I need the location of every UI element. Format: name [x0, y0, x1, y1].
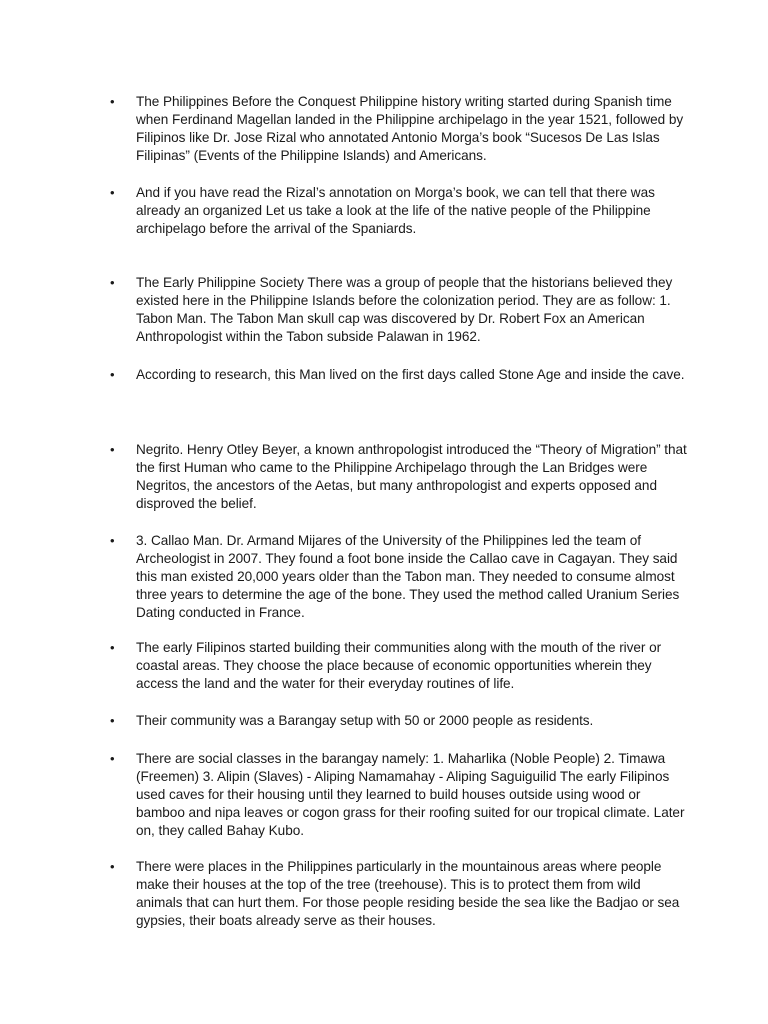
- bullet-item: [110, 532, 690, 622]
- bullet-item: [110, 441, 690, 513]
- bullet-item: [110, 184, 690, 238]
- bullet-item: [110, 639, 690, 693]
- bullet-item: [110, 858, 690, 930]
- bullet-text: Negrito. Henry Otley Beyer, a known anthropologist introduced the “Theory of Migration” that the first Human who came to the Philippine Archipelago through the Lan Bridges were Negritos, the ancestors of the Aetas, but many anthropologist and experts opposed and disproved the belief.: [136, 442, 687, 511]
- bullet-icon: •: [110, 275, 115, 290]
- bullet-item: [110, 750, 690, 840]
- bullet-text: Their community was a Barangay setup with 50 or 2000 people as residents.: [136, 713, 594, 728]
- bullet-text: There were places in the Philippines particularly in the mountainous areas where people make their houses at the top of the tree (treehouse). This is to protect them from wild animals that can hurt them. For those people residing beside the sea like the Badjao or sea gypsies, their boats already serve as their houses.: [136, 859, 680, 928]
- bullet-icon: •: [110, 713, 115, 728]
- bullet-icon: •: [110, 442, 115, 457]
- bullet-text: The Early Philippine Society There was a group of people that the historians believed they existed here in the Philippine Islands before the colonization period. They are as follow: 1. Tabon Man. The Tabon Man skull cap was discovered by Dr. Robert Fox an American Anthropologist within the Tabon subside Palawan in 1962.: [136, 275, 673, 344]
- bullet-icon: •: [110, 94, 115, 109]
- bullet-icon: •: [110, 533, 115, 548]
- bullet-text: And if you have read the Rizal’s annotation on Morga’s book, we can tell that there was already an organized Let us take a look at the life of the native people of the Philippine archipelago before the arrival of the Spaniards.: [136, 185, 655, 236]
- bullet-icon: •: [110, 859, 115, 874]
- bullet-text: The Philippines Before the Conquest Philippine history writing started during Spanish time when Ferdinand Magellan landed in the Philippine archipelago in the year 1521, followed by Filipinos like Dr. Jose Rizal who annotated Antonio Morga’s book “Sucesos De Las Islas Filipinas” (Events of the Philippine Islands) and Americans.: [136, 94, 684, 163]
- bullet-text: According to research, this Man lived on the first days called Stone Age and inside the cave.: [136, 367, 685, 382]
- bullet-text: There are social classes in the barangay namely: 1. Maharlika (Noble People) 2. Timawa (Freemen) 3. Alipin (Slaves) - Aliping Namamahay - Aliping Saguiguilid The early Filipinos used caves for their housing until they learned to build houses outside using wood or bamboo and nipa leaves or cogon grass for their roofing suited for our tropical climate. Later on, they called Bahay Kubo.: [136, 751, 685, 838]
- bullet-item: [110, 93, 690, 165]
- bullet-item: [110, 274, 690, 346]
- bullet-icon: •: [110, 751, 115, 766]
- bullet-text: 3. Callao Man. Dr. Armand Mijares of the University of the Philippines led the team of Archeologist in 2007. They found a foot bone inside the Callao cave in Cagayan. They said this man existed 20,000 years older than the Tabon man. They needed to consume almost three years to determine the age of the bone. They used the method called Uranium Series Dating conducted in France.: [136, 533, 680, 620]
- bullet-icon: •: [110, 185, 115, 200]
- bullet-icon: •: [110, 367, 115, 382]
- bullet-item: [110, 712, 690, 730]
- bullet-item: [110, 366, 690, 384]
- bullet-icon: •: [110, 640, 115, 655]
- bullet-text: The early Filipinos started building their communities along with the mouth of the river or coastal areas. They choose the place because of economic opportunities wherein they access the land and the water for their everyday routines of life.: [136, 640, 662, 691]
